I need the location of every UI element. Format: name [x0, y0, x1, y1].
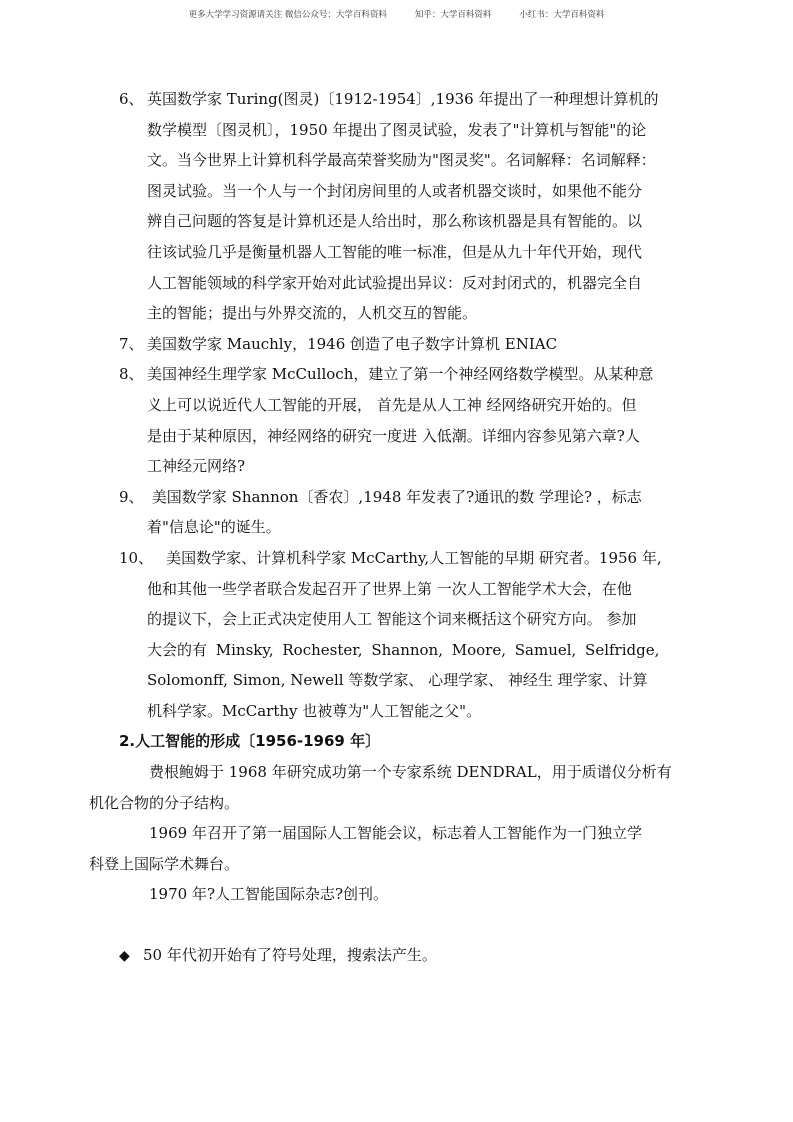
item-number: 7、: [119, 334, 144, 353]
item-number: 6、: [119, 90, 144, 108]
line: 美国神经生理学家 McCulloch，建立了第一个神经网络数学模型。从某种意: [147, 365, 654, 384]
line: 科登上国际学术舞台。: [89, 854, 240, 873]
line: 数学模型〔图灵机〕，1950 年提出了图灵试验，发表了"计算机与智能"的论: [147, 120, 647, 139]
line: 着"信息论"的诞生。: [147, 518, 281, 537]
line: Solomonff, Simon, Newell 等数学家、 心理学家、 神经生 理学家、计算: [147, 671, 648, 690]
line: 图灵试验。当一个人与一个封闭房间里的人或者机器交谈时，如果他不能分: [147, 181, 643, 200]
line: 往该试验几乎是衡量机器人工智能的唯一标准，但是从九十年代开始，现代: [147, 242, 643, 261]
page-header: [0, 8, 793, 20]
list-item-6: [119, 84, 675, 329]
list-item-10: [119, 543, 675, 727]
item-number: 9、: [119, 487, 144, 506]
line: 机科学家。McCarthy 也被尊为"人工智能之父"。: [147, 701, 482, 720]
line: 英国数学家 Turing(图灵)〔1912-1954〕,1936 年提出了一种理想计算机的: [147, 90, 659, 108]
paragraph-ijcai: [89, 818, 675, 879]
line: 1970 年?人工智能国际杂志?创刊。: [149, 885, 389, 904]
line: 义上可以说近代人工智能的开展， 首先是从人工神 经网络研究开始的。但: [147, 395, 637, 414]
line: 人工智能领域的科学家开始对此试验提出异议：反对封闭式的，机器完全自: [147, 273, 643, 292]
line: 主的智能；提出与外界交流的，人机交互的智能。: [147, 304, 478, 323]
line: 美国数学家 Mauchly，1946 创造了电子数字计算机 ENIAC: [147, 334, 558, 353]
bullet-text: 50 年代初开始有了符号处理，搜索法产生。: [143, 946, 437, 965]
spacer: [119, 910, 675, 940]
header-zhihu: 知乎：大学百科资料: [414, 10, 492, 20]
header-wechat: 更多大学学习资源请关注 微信公众号：大学百科资料: [188, 10, 387, 20]
line: 美国数学家 Shannon〔香农〕,1948 年发表了?通讯的数 学理论? ，标志: [147, 487, 642, 506]
line: 是由于某种原因，神经网络的研究一度进 入低潮。详细内容参见第六章?人: [147, 426, 640, 445]
line: 文。当今世界上计算机科学最高荣誉奖励为"图灵奖"。名词解释：名词解释：: [147, 151, 656, 170]
list-item-8: [119, 359, 675, 481]
list-item-7: [119, 329, 675, 360]
line: 美国数学家、计算机科学家 McCarthy,人工智能的早期 研究者。1956 年,: [147, 548, 662, 567]
diamond-bullet-icon: ◆: [119, 948, 130, 965]
line: 辨自己问题的答复是计算机还是人给出时，那么称该机器是具有智能的。以: [147, 212, 643, 231]
paragraph-dendral: [89, 757, 675, 818]
header-xiaohongshu: 小红书：大学百科资料: [519, 10, 605, 20]
section-heading: 2.人工智能的形成〔1956-1969 年〕: [119, 732, 381, 751]
line: 他和其他一些学者联合发起召开了世界上第 一次人工智能学术大会，在他: [147, 579, 632, 598]
paragraph-journal: [119, 879, 675, 910]
line: 的提议下，会上正式决定使用人工 智能这个词来概括这个研究方向。 参加: [147, 610, 637, 629]
item-number: 10、: [119, 548, 154, 567]
line: 费根鲍姆于 1968 年研究成功第一个专家系统 DENDRAL，用于质谱仪分析有: [149, 763, 672, 782]
bullet-item: [119, 940, 675, 972]
line: 1969 年召开了第一届国际人工智能会议，标志着人工智能作为一门独立学: [149, 824, 642, 843]
item-number: 8、: [119, 365, 144, 384]
line: 大会的有 Minsky, Rochester, Shannon, Moore, Samuel, Selfridge,: [147, 640, 660, 659]
line: 机化合物的分子结构。: [89, 793, 240, 812]
document-body: [89, 84, 675, 972]
line: 工神经元网络?: [147, 457, 246, 476]
list-item-9: [119, 482, 675, 543]
